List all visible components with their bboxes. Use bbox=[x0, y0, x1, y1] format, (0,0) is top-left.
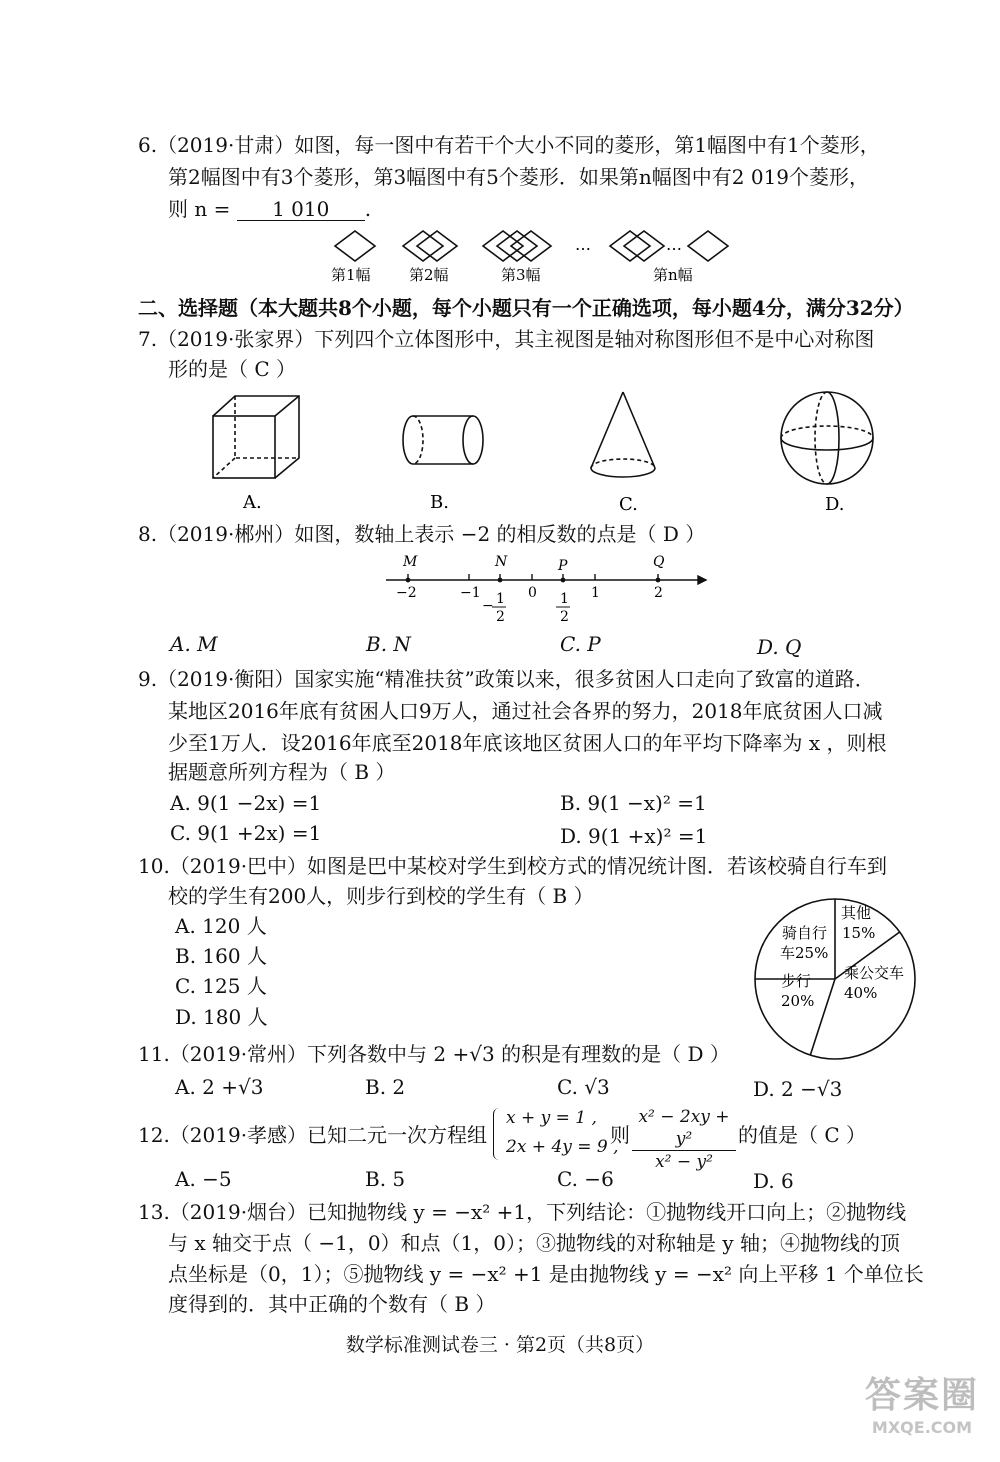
label-a: A. bbox=[243, 492, 262, 513]
q6-line3: 则 n = 1 010 . bbox=[168, 197, 372, 221]
dots-1: … bbox=[575, 235, 591, 254]
cylinder-icon bbox=[403, 416, 483, 464]
pie-walk-label2: 20% bbox=[781, 992, 815, 1010]
q8-option-d: D. Q bbox=[757, 635, 802, 659]
q11-option-a: A. 2 +√3 bbox=[175, 1075, 264, 1099]
q9-option-c: C. 9(1 +2x) =1 bbox=[170, 821, 322, 845]
q8-line1: 8.（2019·郴州）如图，数轴上表示 −2 的相反数的点是（ D ） bbox=[138, 522, 706, 546]
pie-walk-label1: 步行 bbox=[781, 972, 812, 990]
tick-neg-half-minus: − bbox=[482, 598, 494, 614]
pie-other-label1: 其他 bbox=[841, 904, 872, 922]
q12-option-a: A. −5 bbox=[175, 1167, 232, 1191]
q9-option-d: D. 9(1 +x)² =1 bbox=[560, 824, 708, 848]
q7-line2: 形的是（ C ） bbox=[168, 357, 297, 381]
q6-prefix: 则 n = bbox=[168, 197, 231, 221]
tick-1: 1 bbox=[591, 585, 600, 601]
dots-2: … bbox=[666, 235, 682, 254]
q12-denominator: x² − y² bbox=[655, 1152, 713, 1172]
q10-option-c: C. 125 人 bbox=[175, 974, 267, 998]
tick-half-num: 1 bbox=[560, 591, 569, 607]
q12-then: 则 bbox=[610, 1123, 630, 1147]
label-d: D. bbox=[825, 494, 845, 515]
point-q: Q bbox=[653, 554, 665, 570]
page-footer: 数学标准测试卷三 · 第2页（共8页） bbox=[345, 1334, 655, 1356]
q10-line1: 10.（2019·巴中）如图是巴中某校对学生到校方式的情况统计图．若该校骑自行车到 bbox=[138, 854, 888, 878]
q11-option-c: C. √3 bbox=[557, 1075, 610, 1099]
rhombus-figure bbox=[325, 228, 735, 286]
q10-option-b: B. 160 人 bbox=[175, 944, 267, 968]
pie-other-label2: 15% bbox=[842, 924, 876, 942]
q12-option-d: D. 6 bbox=[753, 1169, 794, 1193]
watermark-sub: MXQE.COM bbox=[871, 1418, 973, 1437]
q13-line1: 13.（2019·烟台）已知抛物线 y = −x² +1，下列结论：①抛物线开口向上；②抛物线 bbox=[138, 1200, 907, 1224]
q7-line1: 7.（2019·张家界）下列四个立体图形中，其主视图是轴对称图形但不是中心对称图 bbox=[138, 327, 875, 351]
q13-line4: 度得到的．其中正确的个数有（ B ） bbox=[168, 1292, 496, 1316]
tick-half-den: 2 bbox=[560, 609, 569, 625]
q8-option-a: A. M bbox=[170, 632, 218, 656]
q11-option-b: B. 2 bbox=[365, 1075, 406, 1099]
q6-line1: 6.（2019·甘肃）如图，每一图中有若干个大小不同的菱形，第1幅图中有1个菱形， bbox=[138, 133, 880, 157]
q9-option-a: A. 9(1 −2x) =1 bbox=[170, 791, 322, 815]
q12-system-brace bbox=[493, 1108, 502, 1160]
q6-answer-blank: 1 010 bbox=[237, 198, 365, 221]
tick-neg2: −2 bbox=[396, 585, 417, 601]
label-c: C. bbox=[619, 494, 638, 515]
q12-equation-2: 2x + 4y = 9 , bbox=[506, 1137, 619, 1157]
q9-line3: 少至1万人．设2016年底至2018年底该地区贫困人口的年平均下降率为 x ，则根 bbox=[168, 731, 887, 755]
tick-0: 0 bbox=[528, 585, 537, 601]
pie-bus-label1: 乘公交车 bbox=[844, 964, 905, 982]
q10-option-a: A. 120 人 bbox=[175, 914, 267, 938]
q12-fraction bbox=[632, 1106, 736, 1173]
pie-bus-label2: 40% bbox=[844, 984, 878, 1002]
q12-equation-1: x + y = 1 , bbox=[506, 1108, 597, 1128]
q12-numerator: x² − 2xy + y² bbox=[632, 1106, 736, 1151]
cube-icon bbox=[213, 396, 299, 478]
watermark-main: 答案圈 bbox=[864, 1375, 979, 1416]
q8-option-c: C. P bbox=[560, 632, 601, 656]
point-n: N bbox=[495, 554, 508, 570]
number-line bbox=[380, 552, 710, 630]
q10-line2: 校的学生有200人，则步行到校的学生有（ B ） bbox=[168, 884, 594, 908]
point-p: P bbox=[558, 558, 568, 574]
q9-line1: 9.（2019·衡阳）国家实施“精准扶贫”政策以来，很多贫困人口走向了致富的道路． bbox=[138, 667, 875, 691]
q8-option-b: B. N bbox=[366, 632, 411, 656]
q12-option-c: C. −6 bbox=[557, 1167, 614, 1191]
q12-suffix: 的值是（ C ） bbox=[738, 1123, 867, 1147]
watermark-logo bbox=[862, 1375, 982, 1447]
sphere-icon bbox=[781, 392, 873, 484]
point-m: M bbox=[403, 554, 418, 570]
q10-option-d: D. 180 人 bbox=[175, 1005, 268, 1029]
tick-2: 2 bbox=[654, 585, 663, 601]
q13-line2: 与 x 轴交于点（ −1，0）和点（1，0）；③抛物线的对称轴是 y 轴；④抛物线的顶 bbox=[168, 1231, 901, 1255]
q12-option-b: B. 5 bbox=[365, 1167, 406, 1191]
q9-line4: 据题意所列方程为（ B ） bbox=[168, 760, 396, 784]
q11-option-d: D. 2 −√3 bbox=[753, 1077, 843, 1101]
tick-neg-half-num: 1 bbox=[496, 591, 505, 607]
label-fig2: 第2幅 bbox=[409, 266, 449, 284]
solids-figure bbox=[195, 384, 895, 520]
q9-line2: 某地区2016年底有贫困人口9万人，通过社会各界的努力，2018年底贫困人口减 bbox=[168, 699, 883, 723]
label-fig1: 第1幅 bbox=[331, 266, 371, 284]
section-title: 二、选择题（本大题共8个小题，每个小题只有一个正确选项，每小题4分，满分32分） bbox=[138, 296, 914, 320]
q12-prefix: 12.（2019·孝感）已知二元一次方程组 bbox=[138, 1123, 488, 1147]
cone-icon bbox=[591, 392, 655, 477]
label-fign: 第n幅 bbox=[653, 266, 693, 284]
label-fig3: 第3幅 bbox=[501, 266, 541, 284]
q13-line3: 点坐标是（0，1）；⑤抛物线 y = −x² +1 是由抛物线 y = −x² 向上平移 1 个单位长 bbox=[168, 1262, 924, 1286]
q11-line1: 11.（2019·常州）下列各数中与 2 +√3 的积是有理数的是（ D ） bbox=[138, 1042, 730, 1066]
pie-bike-label2: 车25% bbox=[780, 944, 829, 962]
label-b: B. bbox=[430, 492, 449, 513]
pie-chart bbox=[752, 896, 918, 1062]
pie-bike-label1: 骑自行 bbox=[782, 924, 828, 942]
tick-neg1: −1 bbox=[460, 585, 481, 601]
q9-option-b: B. 9(1 −x)² =1 bbox=[560, 791, 707, 815]
tick-neg-half-den: 2 bbox=[496, 609, 505, 625]
q6-line2: 第2幅图中有3个菱形，第3幅图中有5个菱形．如果第n幅图中有2 019个菱形， bbox=[168, 165, 870, 189]
